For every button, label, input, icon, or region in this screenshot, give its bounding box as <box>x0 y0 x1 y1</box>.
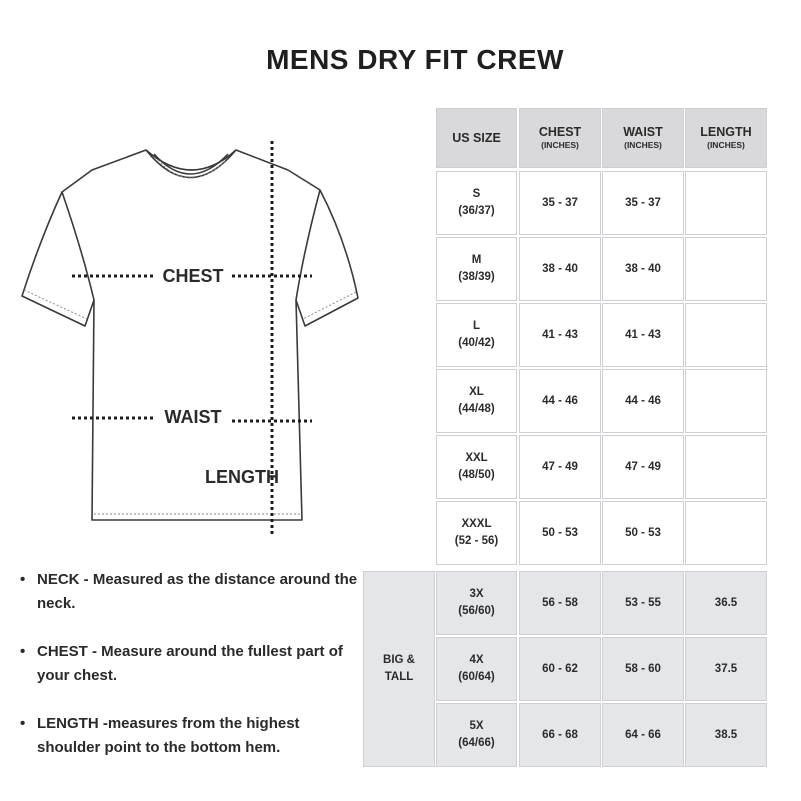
table-cell-chest <box>519 303 601 367</box>
chest-value: 56 - 58 <box>542 597 578 609</box>
chest-label: CHEST <box>162 266 224 286</box>
big-tall-line2: TALL <box>384 671 414 683</box>
size-label: 4X <box>469 654 484 666</box>
note-text: LENGTH -measures from the highest shoulder point to the bottom hem. <box>37 715 300 756</box>
table-cell-waist <box>602 237 684 301</box>
table-cell-length <box>685 703 767 767</box>
header-label: WAIST <box>623 125 663 139</box>
table-cell-size <box>436 571 517 635</box>
size-equivalent: (40/42) <box>458 337 495 349</box>
tshirt-outline <box>22 150 358 520</box>
page-title: MENS DRY FIT CREW <box>266 44 564 75</box>
table-cell-length <box>685 369 767 433</box>
size-label: M <box>471 254 482 266</box>
table-cell-waist <box>602 171 684 235</box>
table-cell-waist <box>602 435 684 499</box>
size-label: XXL <box>465 452 488 464</box>
table-cell-length <box>685 571 767 635</box>
chest-value: 41 - 43 <box>542 329 578 341</box>
size-equivalent: (64/66) <box>458 737 495 749</box>
length-value: 36.5 <box>714 597 738 609</box>
waist-value: 58 - 60 <box>625 663 661 675</box>
chest-value: 38 - 40 <box>542 263 578 275</box>
table-cell-size <box>436 369 517 433</box>
table-cell-size <box>436 703 517 767</box>
size-label: 3X <box>469 588 484 600</box>
waist-value: 44 - 46 <box>625 395 661 407</box>
chest-value: 50 - 53 <box>542 527 578 539</box>
note-length <box>20 712 360 760</box>
table-cell-chest <box>519 637 601 701</box>
tshirt-stitching <box>24 160 356 514</box>
waist-label: WAIST <box>164 407 222 427</box>
waist-value: 50 - 53 <box>625 527 661 539</box>
table-cell-chest <box>519 501 601 565</box>
waist-value: 38 - 40 <box>625 263 661 275</box>
bullet-icon: • <box>20 715 26 732</box>
size-equivalent: (36/37) <box>458 205 495 217</box>
header-label: LENGTH <box>700 125 752 139</box>
table-cell-chest <box>519 171 601 235</box>
table-cell-waist <box>602 703 684 767</box>
waist-value: 47 - 49 <box>625 461 661 473</box>
size-equivalent: (44/48) <box>458 403 495 415</box>
table-cell-size <box>436 171 517 235</box>
size-equivalent: (56/60) <box>458 605 495 617</box>
size-label: 5X <box>469 720 484 732</box>
header-label: CHEST <box>538 125 582 139</box>
table-cell-length <box>685 303 767 367</box>
table-cell-chest <box>519 237 601 301</box>
header-label: US SIZE <box>452 131 501 145</box>
size-equivalent: (60/64) <box>458 671 495 683</box>
bullet-icon: • <box>20 643 26 660</box>
header-waist <box>602 108 684 168</box>
table-cell-waist <box>602 501 684 565</box>
table-cell-chest <box>519 435 601 499</box>
chest-value: 47 - 49 <box>542 461 578 473</box>
length-value: 37.5 <box>714 663 738 675</box>
table-cell-chest <box>519 703 601 767</box>
header-chest <box>519 108 601 168</box>
table-cell-chest <box>519 369 601 433</box>
note-neck <box>20 568 360 616</box>
chest-value: 44 - 46 <box>542 395 578 407</box>
size-equivalent: (52 - 56) <box>454 535 499 547</box>
big-tall-group-label <box>363 571 435 767</box>
bullet-icon: • <box>20 571 26 588</box>
table-cell-length <box>685 171 767 235</box>
size-equivalent: (38/39) <box>458 271 495 283</box>
size-label: XL <box>469 386 484 398</box>
table-cell-size <box>436 637 517 701</box>
table-cell-waist <box>602 637 684 701</box>
waist-value: 53 - 55 <box>625 597 661 609</box>
header-length <box>685 108 767 168</box>
table-cell-waist <box>602 571 684 635</box>
size-label: L <box>472 320 481 332</box>
table-cell-size <box>436 237 517 301</box>
waist-value: 64 - 66 <box>625 729 661 741</box>
length-value: 38.5 <box>714 729 738 741</box>
table-cell-size <box>436 435 517 499</box>
chest-value: 60 - 62 <box>542 663 578 675</box>
note-text: CHEST - Measure around the fullest part of your chest. <box>37 643 343 684</box>
table-cell-length <box>685 435 767 499</box>
chest-value: 35 - 37 <box>542 197 578 209</box>
size-label: XXXL <box>461 518 492 530</box>
waist-value: 41 - 43 <box>625 329 661 341</box>
big-tall-line1: BIG & <box>383 654 415 666</box>
size-equivalent: (48/50) <box>458 469 495 481</box>
chest-value: 66 - 68 <box>542 729 578 741</box>
header-us-size <box>436 108 517 168</box>
header-unit: (INCHES) <box>707 140 745 150</box>
note-chest <box>20 640 360 688</box>
header-unit: (INCHES) <box>624 140 662 150</box>
table-cell-length <box>685 501 767 565</box>
table-cell-chest <box>519 571 601 635</box>
waist-value: 35 - 37 <box>625 197 661 209</box>
table-cell-size <box>436 303 517 367</box>
table-cell-size <box>436 501 517 565</box>
note-text: NECK - Measured as the distance around the neck. <box>37 571 358 612</box>
size-label: S <box>472 188 481 200</box>
table-cell-length <box>685 237 767 301</box>
table-cell-length <box>685 637 767 701</box>
header-unit: (INCHES) <box>541 140 579 150</box>
table-cell-waist <box>602 369 684 433</box>
length-label: LENGTH <box>205 467 279 487</box>
table-cell-waist <box>602 303 684 367</box>
